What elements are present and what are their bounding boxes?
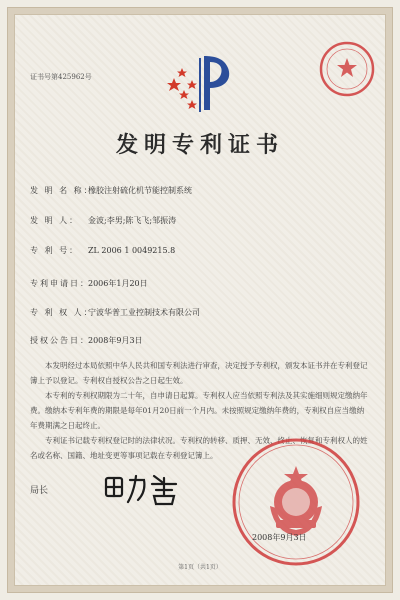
field-label: 专 利 号：	[30, 246, 80, 255]
field-value: 金波;李男;陈飞飞;邹振涛	[88, 216, 177, 225]
patent-office-logo-icon	[160, 48, 240, 118]
field-label: 专利申请日：	[30, 279, 90, 288]
field-value: 宁波华普工业控制技术有限公司	[88, 308, 200, 317]
seal-stamp-icon	[318, 40, 376, 98]
national-ip-office-seal-icon	[230, 436, 362, 568]
field-label: 发 明 人：	[30, 216, 80, 225]
field-value: ZL 2006 1 0049215.8	[88, 246, 176, 255]
field-value: 橡胶注射硫化机节能控制系统	[88, 186, 192, 195]
page-number: 第1页（共1页）	[178, 564, 222, 571]
director-signature-icon	[100, 468, 190, 508]
field-grant-date	[30, 335, 143, 346]
field-invention-name	[30, 185, 192, 196]
field-application-date	[30, 278, 148, 289]
body-paragraph: 专利证书记载专利权登记时的法律状况。专利权的转移、质押、无效、终止、恢复和专利权人的姓名或名称、国籍、地址变更等事项记载在专利登记簿上。	[30, 436, 368, 460]
field-value: 2008年9月3日	[88, 336, 143, 345]
certificate-number: 证书号第425962号	[30, 73, 92, 81]
field-label: 发 明 名 称：	[30, 186, 94, 195]
body-paragraph: 本发明经过本局依照中华人民共和国专利法进行审查，决定授予专利权，颁发本证书并在专利登记簿上予以登记。专利权自授权公告之日起生效。	[30, 361, 368, 385]
field-label: 专 利 权 人：	[30, 308, 94, 317]
issue-date: 2008年9月3日	[252, 533, 307, 542]
field-label: 授权公告日：	[30, 336, 90, 345]
director-label: 局长	[30, 486, 49, 496]
body-paragraph: 本专利的专利权期限为二十年，自申请日起算。专利权人应当依照专利法及其实施细则规定缴纳年费。缴纳本专利年费的期限是每年01月20日前一个月内。未按照规定缴纳年费的，专利权自应当缴纳年费期满之日起终止。	[30, 391, 368, 430]
field-patentee	[30, 307, 200, 318]
certificate-title: 发明专利证书	[115, 132, 284, 158]
field-inventors	[30, 215, 176, 226]
field-patent-number	[30, 245, 175, 256]
field-value: 2006年1月20日	[88, 279, 148, 288]
